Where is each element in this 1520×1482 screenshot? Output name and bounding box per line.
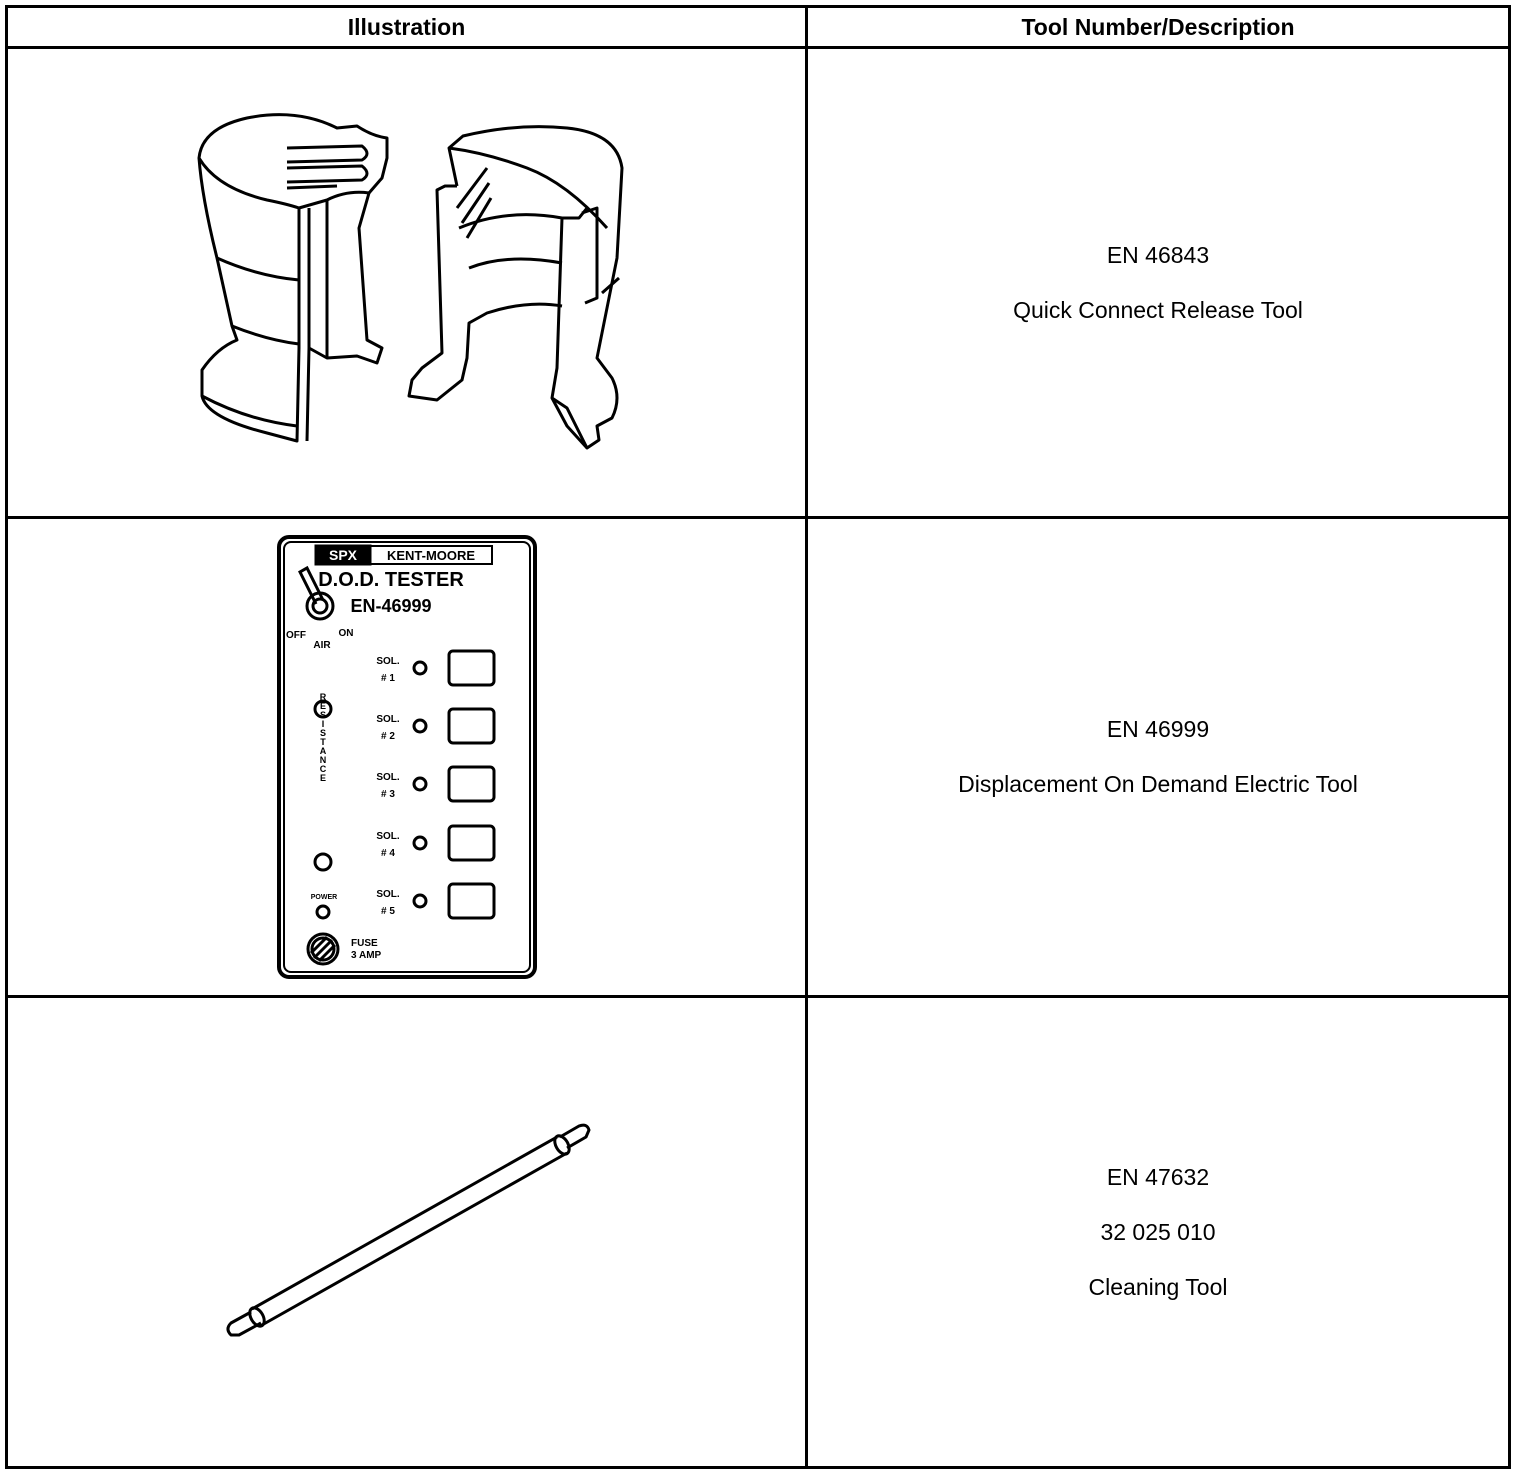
solenoid-row <box>376 767 494 801</box>
svg-text:# 4: # 4 <box>380 848 395 859</box>
description-cell <box>807 518 1510 997</box>
header-tool-number: Tool Number/Description <box>807 7 1510 48</box>
solenoid-row <box>376 884 494 918</box>
solenoid-led-icon <box>414 662 426 674</box>
svg-text:# 5: # 5 <box>380 906 395 917</box>
solenoid-led-icon <box>414 778 426 790</box>
cleaning-tool-icon <box>217 1117 597 1347</box>
solenoid-row <box>376 826 494 860</box>
switch-off-label: OFF <box>285 630 306 641</box>
solenoid-led-icon <box>414 837 426 849</box>
svg-text:SOL.: SOL. <box>375 772 400 783</box>
solenoid-button <box>449 709 494 743</box>
solenoid-button <box>449 884 494 918</box>
table-row <box>7 997 1510 1468</box>
solenoid-led-icon <box>414 895 426 907</box>
svg-text:SOL.: SOL. <box>375 831 400 842</box>
fuse-holder-icon <box>308 934 338 964</box>
solenoid-button <box>449 767 494 801</box>
tool-number: EN 46999 <box>1106 716 1210 742</box>
brand-spx: SPX <box>328 547 357 563</box>
tool-part-number: 32 025 010 <box>1100 1218 1216 1245</box>
description-cell <box>807 997 1510 1468</box>
tool-description: Cleaning Tool <box>1088 1273 1228 1300</box>
header-illustration: Illustration <box>7 7 807 48</box>
fuse-rating-label: 3 AMP <box>350 950 381 961</box>
fuse-label: FUSE <box>350 938 378 949</box>
power-led-icon <box>317 906 329 918</box>
illustration-cell <box>7 997 807 1468</box>
switch-on-label: ON <box>338 628 353 639</box>
illustration-cell <box>7 48 807 518</box>
illustration-cell <box>7 518 807 997</box>
quick-connect-release-tool-icon <box>187 108 627 458</box>
svg-text:SOL.: SOL. <box>375 656 400 667</box>
svg-text:# 1: # 1 <box>380 673 395 684</box>
svg-text:# 3: # 3 <box>380 789 395 800</box>
power-label: POWER <box>310 894 337 901</box>
switch-air-label: AIR <box>312 640 331 651</box>
header-row <box>7 7 1510 48</box>
special-tools-table <box>5 5 1511 1469</box>
description-cell <box>807 48 1510 518</box>
brand-kent-moore: KENT-MOORE <box>386 548 475 563</box>
solenoid-row <box>376 709 494 743</box>
solenoid-button <box>449 651 494 685</box>
tool-number: EN 46843 <box>1106 241 1210 268</box>
tester-model: EN-46999 <box>349 596 432 616</box>
resistance-label: RESISTANCE <box>317 692 328 782</box>
svg-text:SOL.: SOL. <box>375 714 400 725</box>
dod-tester-icon <box>276 534 538 980</box>
tool-description: Displacement On Demand Electric Tool <box>958 771 1358 797</box>
solenoid-led-icon <box>414 720 426 732</box>
tool-number: EN 47632 <box>1106 1163 1210 1190</box>
table-row <box>7 48 1510 518</box>
tester-title: D.O.D. TESTER <box>317 569 464 591</box>
table-row <box>7 518 1510 997</box>
svg-text:SOL.: SOL. <box>375 889 400 900</box>
svg-text:# 2: # 2 <box>380 731 395 742</box>
resistance-jack-bottom-icon <box>315 854 331 870</box>
solenoid-row <box>376 651 494 685</box>
tool-description: Quick Connect Release Tool <box>1013 296 1303 323</box>
solenoid-button <box>449 826 494 860</box>
